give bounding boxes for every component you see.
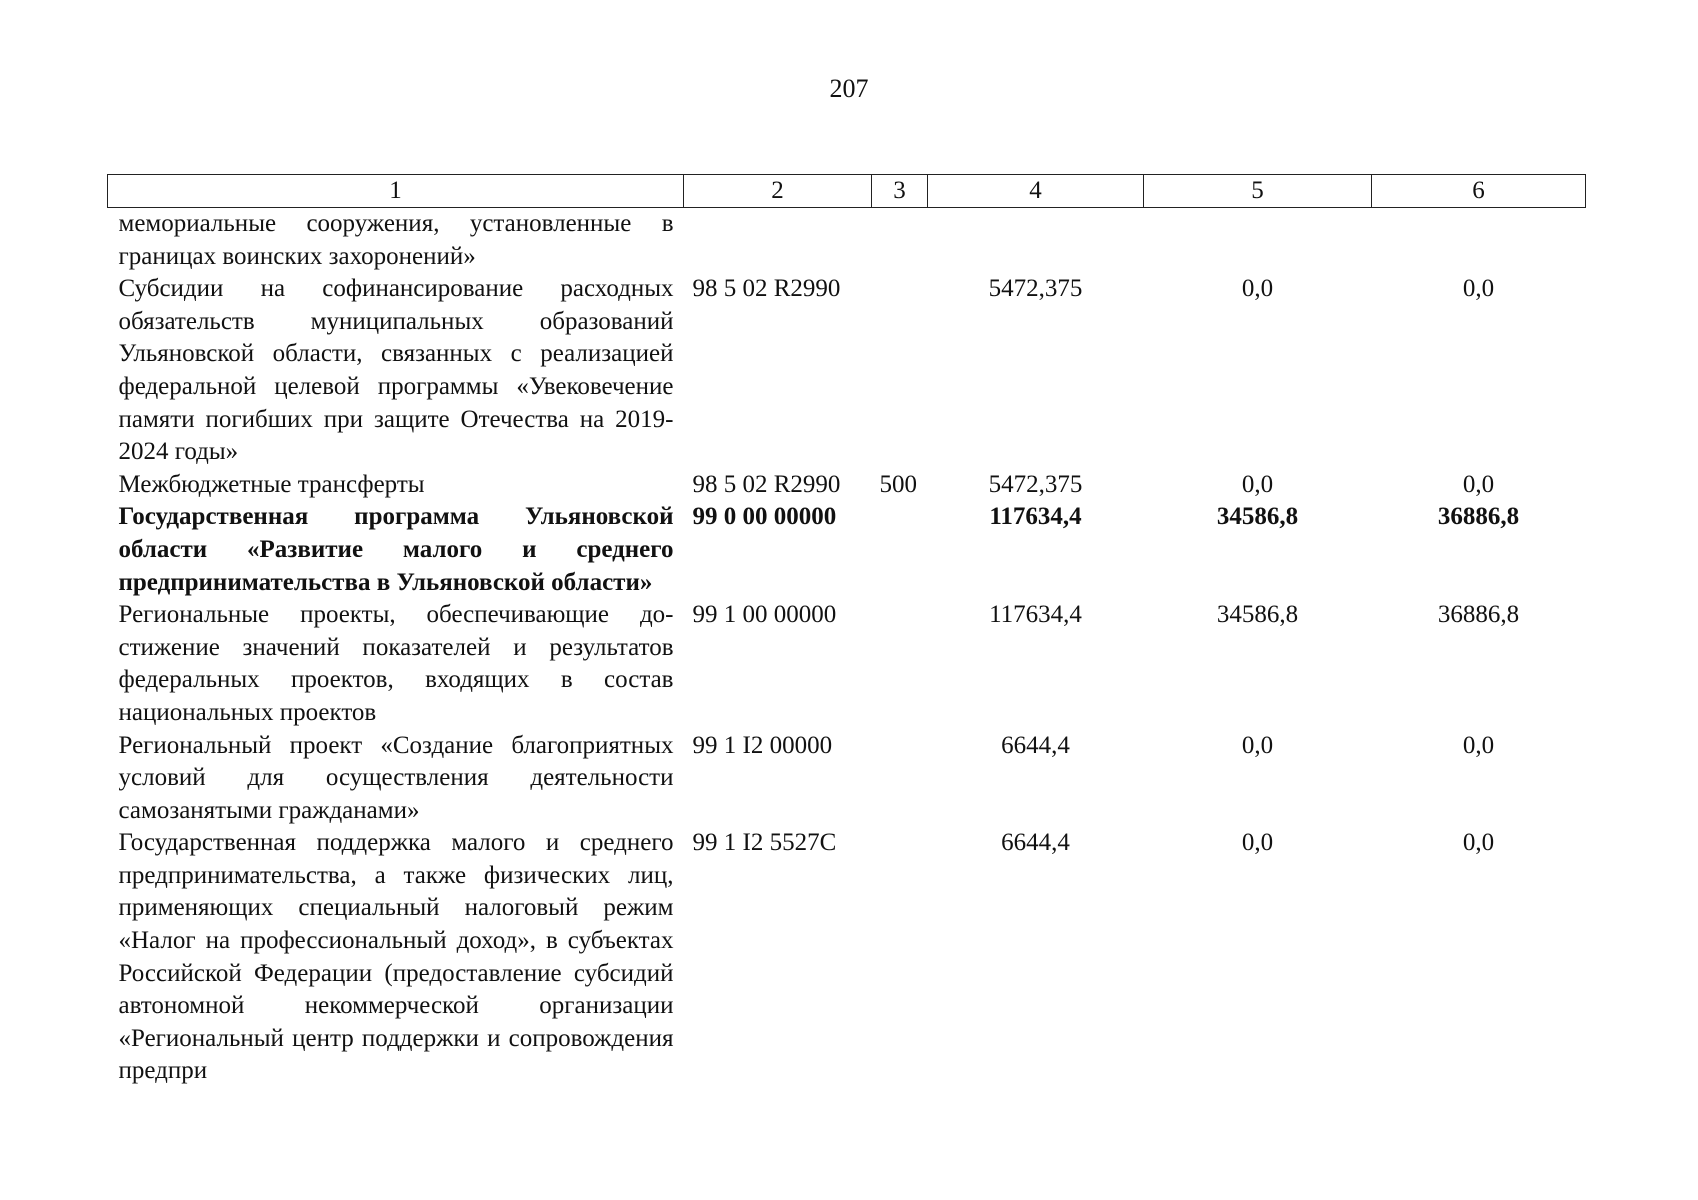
row-code-cell: 99 1 I2 5527C (692, 829, 837, 857)
row-value-5-cell: 34586,8 (1216, 503, 1299, 531)
row-type-cell (872, 208, 928, 274)
table-row (108, 501, 1586, 599)
row-value-5-cell (1144, 208, 1372, 274)
row-type-cell (872, 599, 928, 729)
row-value-4-cell: 117634,4 (989, 601, 1082, 629)
row-name-cell: Государственная программа Ульяновской области «Развитие малого и среднего предпринимательства в Ульяновской области» (118, 503, 674, 596)
column-header-4: 4 (928, 175, 1144, 208)
row-code-cell: 99 1 00 00000 (692, 601, 837, 629)
row-value-4-cell: 5472,375 (988, 275, 1083, 303)
table-row (108, 827, 1586, 1088)
row-type-cell (872, 273, 928, 469)
row-value-5-cell: 0,0 (1241, 275, 1274, 303)
row-name-cell: Региональные проекты, обеспечивающие достижение значений показателей и результатов федеральных проектов, входящих в состав национальных проектов (118, 601, 674, 726)
budget-table (107, 174, 1586, 1088)
page-number: 207 (829, 74, 869, 103)
row-name-cell: Межбюджетные трансферты (118, 470, 425, 498)
row-value-4-cell: 6644,4 (1001, 829, 1070, 857)
row-value-6-cell: 0,0 (1462, 731, 1495, 759)
row-value-5-cell: 0,0 (1241, 470, 1274, 498)
row-value-6-cell (1372, 208, 1586, 274)
row-value-5-cell: 0,0 (1241, 829, 1274, 857)
table-body (108, 208, 1586, 1089)
row-name-cell: мемориальные сооружения, установленные в границах воинских захоронений» (118, 210, 674, 270)
row-code-cell: 98 5 02 R2990 (692, 470, 841, 498)
table-row (108, 469, 1586, 502)
table-row (108, 273, 1586, 469)
table-header-row (108, 175, 1586, 208)
row-type-cell (872, 827, 928, 1088)
row-value-6-cell: 36886,8 (1437, 503, 1520, 531)
budget-table-sheet (107, 174, 1585, 1088)
row-value-5-cell: 34586,8 (1216, 601, 1299, 629)
column-header-3: 3 (872, 175, 928, 208)
row-code-cell: 99 1 I2 00000 (692, 731, 833, 759)
table-row (108, 208, 1586, 274)
column-header-6: 6 (1372, 175, 1586, 208)
row-value-4-cell (928, 208, 1144, 274)
row-name-cell: Субсидии на софинансирование расходных обязательств муниципальных образований Ульяновской области, связанных с реализацией федеральной целевой программы «Увековечение памяти погибших при защите Отечества на 2019-2024 годы» (118, 275, 674, 466)
row-name-cell: Региональный проект «Создание благоприятных условий для осуществления деятельности самозанятыми гражданами» (118, 731, 674, 824)
row-value-6-cell: 0,0 (1462, 829, 1495, 857)
row-value-6-cell: 36886,8 (1437, 601, 1520, 629)
row-code-cell: 98 5 02 R2990 (692, 275, 841, 303)
row-code-cell (684, 208, 872, 274)
row-value-4-cell: 6644,4 (1001, 731, 1070, 759)
row-value-5-cell: 0,0 (1241, 731, 1274, 759)
table-row (108, 599, 1586, 729)
column-header-2: 2 (684, 175, 872, 208)
row-value-6-cell: 0,0 (1462, 275, 1495, 303)
row-value-4-cell: 117634,4 (989, 503, 1082, 531)
column-header-1: 1 (108, 175, 684, 208)
column-header-5: 5 (1144, 175, 1372, 208)
row-type-cell: 500 (879, 470, 917, 498)
row-code-cell: 99 0 00 00000 (692, 503, 837, 531)
row-value-6-cell: 0,0 (1462, 470, 1495, 498)
row-type-cell (872, 730, 928, 828)
row-type-cell (872, 501, 928, 599)
row-name-cell: Государственная поддержка малого и среднего предпринимательства, а также физических лиц, применяющих специальный налоговый режим «Налог на профессиональный доход», в субъектах Российской Федерации (предоставление субсидий автономной некоммерческой организации «Региональный центр поддержки и сопровождения предпри (118, 829, 674, 1085)
table-row (108, 730, 1586, 828)
row-value-4-cell: 5472,375 (988, 470, 1083, 498)
